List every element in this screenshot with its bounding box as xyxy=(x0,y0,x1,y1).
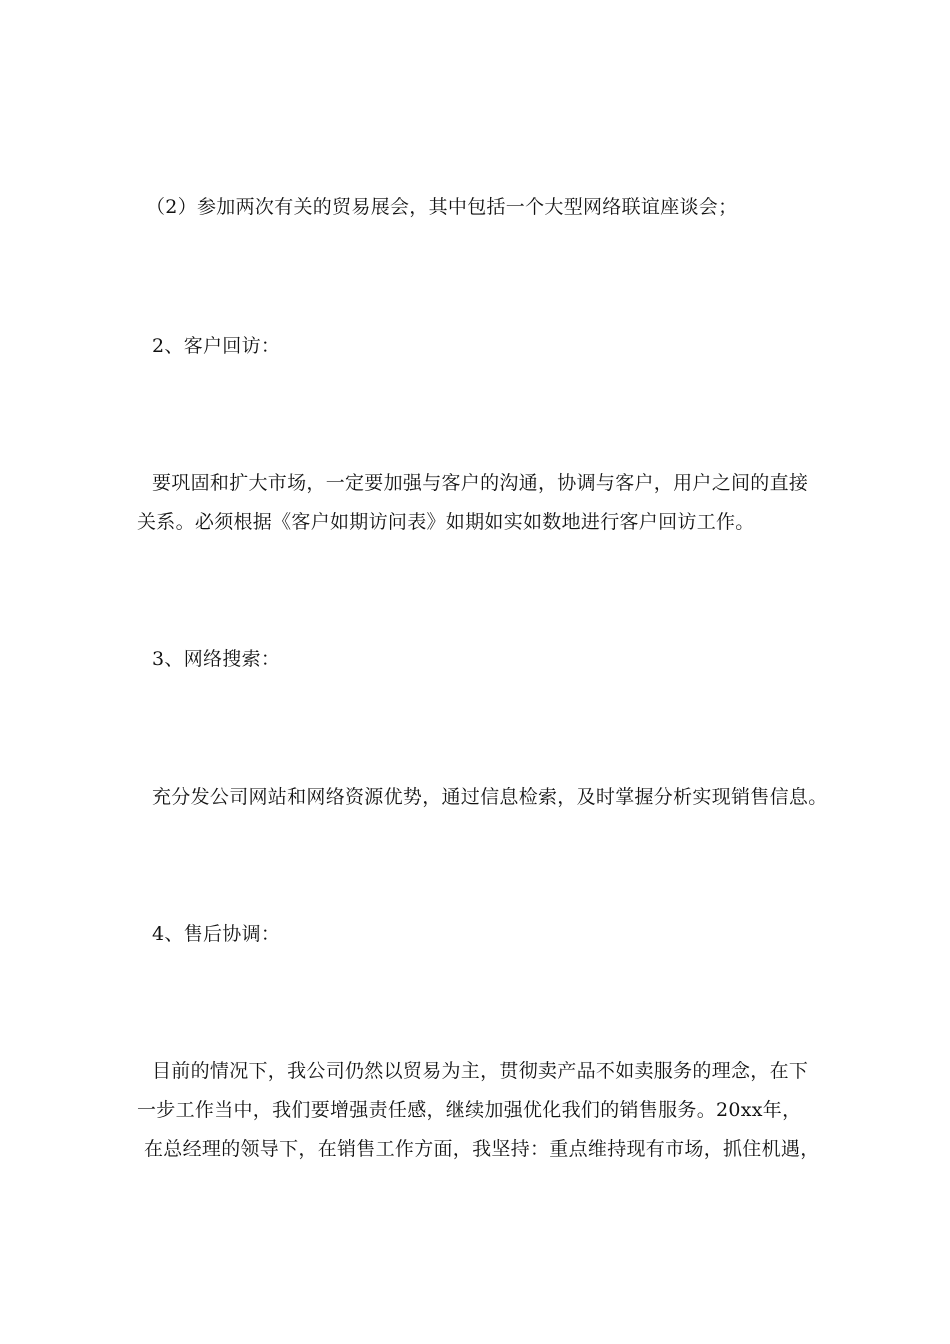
paragraph-line: 充分发公司网站和网络资源优势，通过信息检索，及时掌握分析实现销售信息。 xyxy=(152,786,828,808)
paragraph-line: 目前的情况下，我公司仍然以贸易为主，贯彻卖产品不如卖服务的理念，在下 xyxy=(152,1060,809,1082)
section-heading-web-search: 3、网络搜索： xyxy=(152,648,281,670)
paragraph-line: 要巩固和扩大市场，一定要加强与客户的沟通，协调与客户，用户之间的直接 xyxy=(152,472,809,494)
paragraph-line: 关系。必须根据《客户如期访问表》如期如实如数地进行客户回访工作。 xyxy=(137,511,755,533)
list-item-trade-fair: （2）参加两次有关的贸易展会，其中包括一个大型网络联谊座谈会； xyxy=(146,196,738,218)
paragraph-line: 在总经理的领导下，在销售工作方面，我坚持：重点维持现有市场，抓住机遇， xyxy=(144,1138,820,1160)
paragraph-line: 一步工作当中，我们要增强责任感，继续加强优化我们的销售服务。20xx年， xyxy=(137,1099,802,1121)
section-heading-customer-visits: 2、客户回访： xyxy=(152,335,281,357)
section-heading-after-sales: 4、售后协调： xyxy=(152,923,281,945)
